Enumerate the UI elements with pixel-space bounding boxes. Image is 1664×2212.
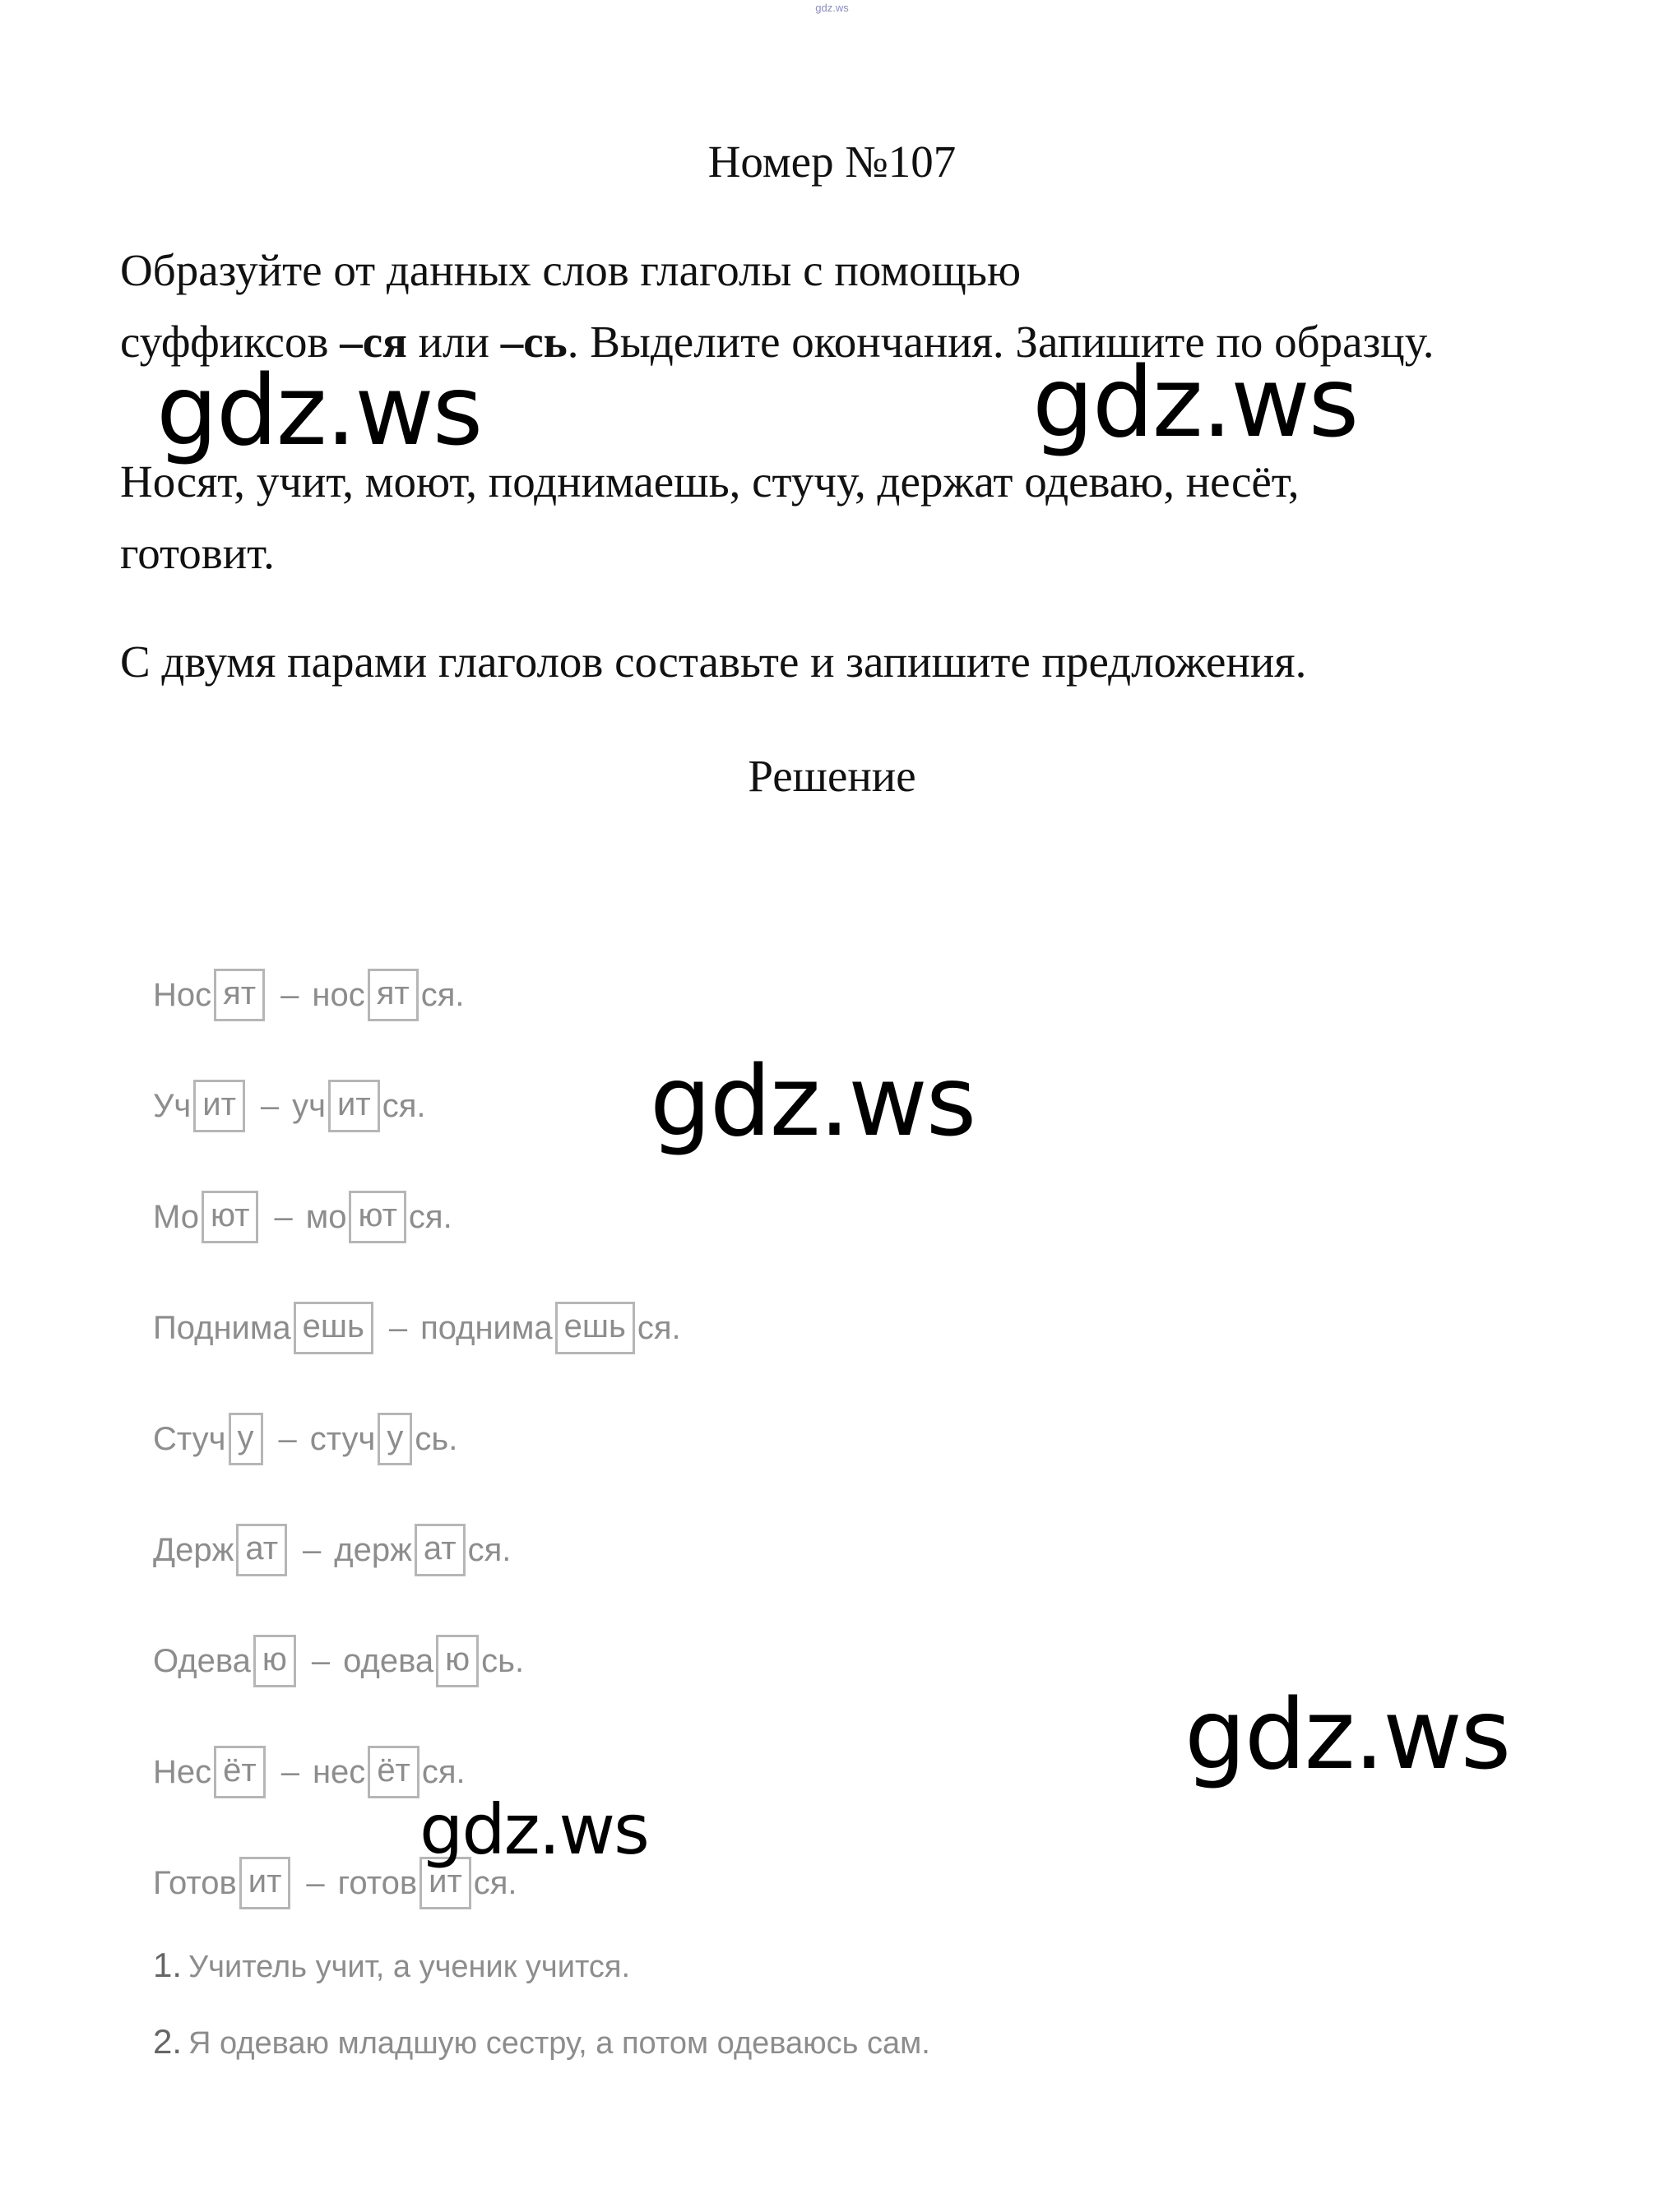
ending-box: ят	[368, 969, 419, 1021]
watermark-logo: gdz.ws	[156, 354, 482, 467]
sentence-1: 1. Учитель учит, а ученик учится.	[153, 1946, 631, 1984]
watermark-logo: gdz.ws	[650, 1044, 976, 1158]
solution-title: Решение	[748, 751, 916, 801]
watermark-logo: gdz.ws	[419, 1789, 648, 1870]
solution-line: Нос ят – нос ят ся.	[153, 968, 464, 1022]
watermark-logo: gdz.ws	[1032, 345, 1358, 459]
task-line-1: Образуйте от данных слов глаголы с помощью	[120, 245, 1022, 295]
suffix-s: –сь	[500, 317, 568, 367]
task-instruction: С двумя парами глаголов составьте и запишите предложения.	[120, 636, 1307, 687]
page-title: Номер №107	[707, 137, 957, 187]
sentence-2: 2. Я одеваю младшую сестру, а потом одеваюсь сам.	[153, 2022, 930, 2061]
ending-box: ат	[415, 1524, 466, 1576]
task-words: Носят, учит, моют, поднимаешь, стучу, держат одеваю, несёт, готовит.	[120, 456, 1300, 578]
solution-line: Поднима ешь – поднима ешь ся.	[153, 1301, 681, 1355]
ending-box: ёт	[368, 1746, 419, 1798]
ending-box: ат	[236, 1524, 287, 1576]
ending-box: у	[229, 1413, 263, 1465]
solution-line: Одева ю – одева ю сь.	[153, 1634, 524, 1688]
ending-box: ю	[436, 1635, 479, 1687]
task-text: Образуйте от данных слов глаголы с помощью суффиксов –ся или –сь. Выделите окончания. Запишите по образцу.	[120, 245, 1435, 367]
ending-box: ят	[214, 969, 265, 1021]
ending-box: ёт	[214, 1746, 266, 1798]
ending-box: ит	[239, 1857, 291, 1909]
ending-box: ит	[328, 1080, 380, 1132]
top-watermark: gdz.ws	[815, 2, 849, 14]
watermark-logo: gdz.ws	[1184, 1678, 1510, 1791]
ending-box: ешь	[555, 1302, 635, 1354]
solution-line: Уч ит – уч ит ся.	[153, 1079, 425, 1133]
ending-box: ют	[349, 1191, 406, 1243]
solution-line: Нес ёт – нес ёт ся.	[153, 1745, 466, 1799]
solution-line: Готов ит – готов ит ся.	[153, 1856, 517, 1910]
ending-box: у	[378, 1413, 412, 1465]
ending-box: ит	[419, 1857, 471, 1909]
suffix-sya: –ся	[340, 317, 407, 367]
ending-box: ешь	[294, 1302, 373, 1354]
ending-box: ит	[193, 1080, 245, 1132]
ending-box: ют	[202, 1191, 258, 1243]
solution-line: Держ ат – держ ат ся.	[153, 1523, 511, 1577]
ending-box: ю	[253, 1635, 296, 1687]
solution-line: Мо ют – мо ют ся.	[153, 1190, 452, 1244]
solution-line: Стуч у – стуч у сь.	[153, 1412, 457, 1466]
